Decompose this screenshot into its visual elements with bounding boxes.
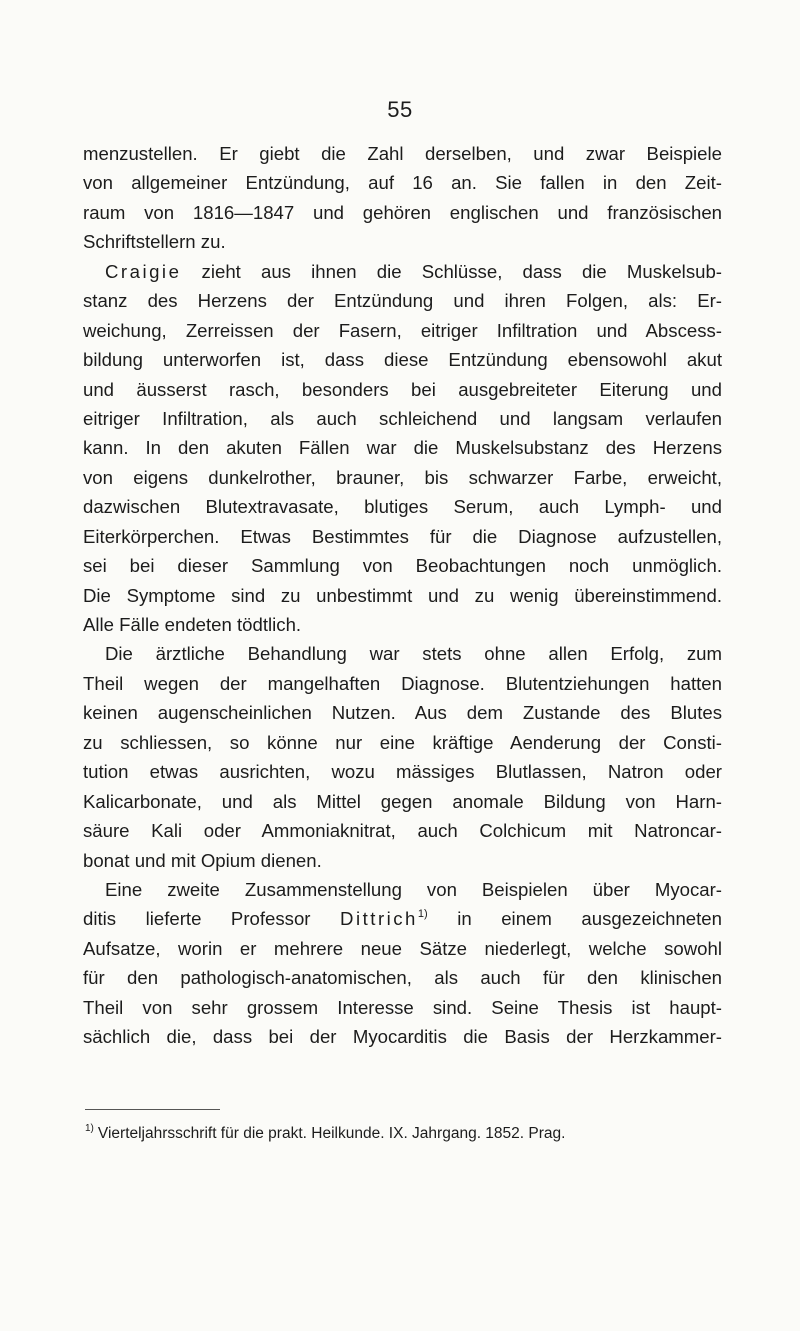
text-line: Die ärztliche Behandlung war stets ohne allen Erfolg, zum: [105, 643, 722, 665]
text-line: kann. In den akuten Fällen war die Muskelsubstanz des Herzens: [83, 437, 722, 459]
text-line: von eigens dunkelrother, brauner, bis schwarzer Farbe, erweicht,: [83, 466, 722, 488]
text-line: sächlich die, dass bei der Myocarditis die Basis der Herzkammer-: [83, 1026, 722, 1048]
text-fragment: in einem ausgezeichneten: [427, 908, 722, 930]
footnote-text: Vierteljahrsschrift für die prakt. Heilkunde. IX. Jahrgang. 1852. Prag.: [97, 1125, 566, 1142]
text-line: Aufsatze, worin er mehrere neue Sätze niederlegt, welche sowohl: [83, 937, 722, 959]
text-line: menzustellen. Er giebt die Zahl derselben, und zwar Beispiele: [83, 143, 722, 164]
paragraph: [83, 257, 722, 640]
text-line: Eine zweite Zusammenstellung von Beispielen über Myocar-: [105, 878, 722, 900]
text-line: und äusserst rasch, besonders bei ausgebreiteter Eiterung und: [83, 378, 722, 400]
text-line: Die Symptome sind zu unbestimmt und zu wenig übereinstimmend.: [83, 584, 722, 606]
text-line: dazwischen Blutextravasate, blutiges Serum, auch Lymph- und: [83, 496, 722, 518]
footnote-divider: [85, 1109, 220, 1110]
footnote-marker: 1): [85, 1123, 94, 1134]
text-line: stanz des Herzens der Entzündung und ihren Folgen, als: Er-: [83, 290, 722, 312]
text-line: sei bei dieser Sammlung von Beobachtungen noch unmöglich.: [83, 555, 722, 577]
paragraph: [83, 139, 722, 257]
text-line: Alle Fälle endeten tödtlich.: [83, 614, 302, 635]
author-name: Craigie: [105, 260, 182, 282]
text-line: Schriftstellern zu.: [83, 231, 226, 253]
text-line: weichung, Zerreissen der Fasern, eitriger Infiltration und Abscess-: [83, 319, 722, 341]
text-line: für den pathologisch-anatomischen, als auch für den klinischen: [83, 967, 722, 989]
text-line: raum von 1816—1847 und gehören englischen und französischen: [83, 201, 722, 223]
text-line: tution etwas ausrichten, wozu mässiges Blutlassen, Natron oder: [83, 761, 722, 783]
paragraph: [83, 875, 722, 1052]
page-number: 55: [387, 97, 413, 122]
body-text: [83, 139, 722, 1052]
text-line: bonat und mit Opium dienen.: [83, 849, 322, 871]
footnote: [85, 1124, 725, 1144]
text-line: keinen augenscheinlichen Nutzen. Aus dem Zustande des Blutes: [83, 702, 722, 724]
text-fragment: zieht aus ihnen die Schlüsse, dass die Muskelsub-: [181, 260, 722, 282]
footnote-reference[interactable]: 1): [417, 908, 428, 921]
text-line: [83, 904, 722, 933]
author-name: Dittrich: [340, 908, 418, 930]
text-line: Kalicarbonate, und als Mittel gegen anomale Bildung von Harn-: [83, 790, 722, 812]
text-line: Eiterkörperchen. Etwas Bestimmtes für die Diagnose aufzustellen,: [83, 525, 722, 547]
text-line: von allgemeiner Entzündung, auf 16 an. Sie fallen in den Zeit-: [83, 172, 722, 194]
text-line: eitriger Infiltration, als auch schleichend und langsam verlaufen: [83, 407, 722, 429]
text-line: säure Kali oder Ammoniaknitrat, auch Colchicum mit Natroncar-: [83, 820, 722, 842]
text-line: zu schliessen, so könne nur eine kräftige Aenderung der Consti-: [83, 731, 722, 753]
text-line: Theil von sehr grossem Interesse sind. Seine Thesis ist haupt-: [83, 996, 722, 1018]
text-line: Theil wegen der mangelhaften Diagnose. Blutentziehungen hatten: [83, 672, 722, 694]
text-line: bildung unterworfen ist, dass diese Entzündung ebensowohl akut: [83, 349, 722, 371]
text-fragment: ditis lieferte Professor: [83, 908, 341, 930]
text-line: [83, 257, 722, 286]
paragraph: [83, 639, 722, 875]
